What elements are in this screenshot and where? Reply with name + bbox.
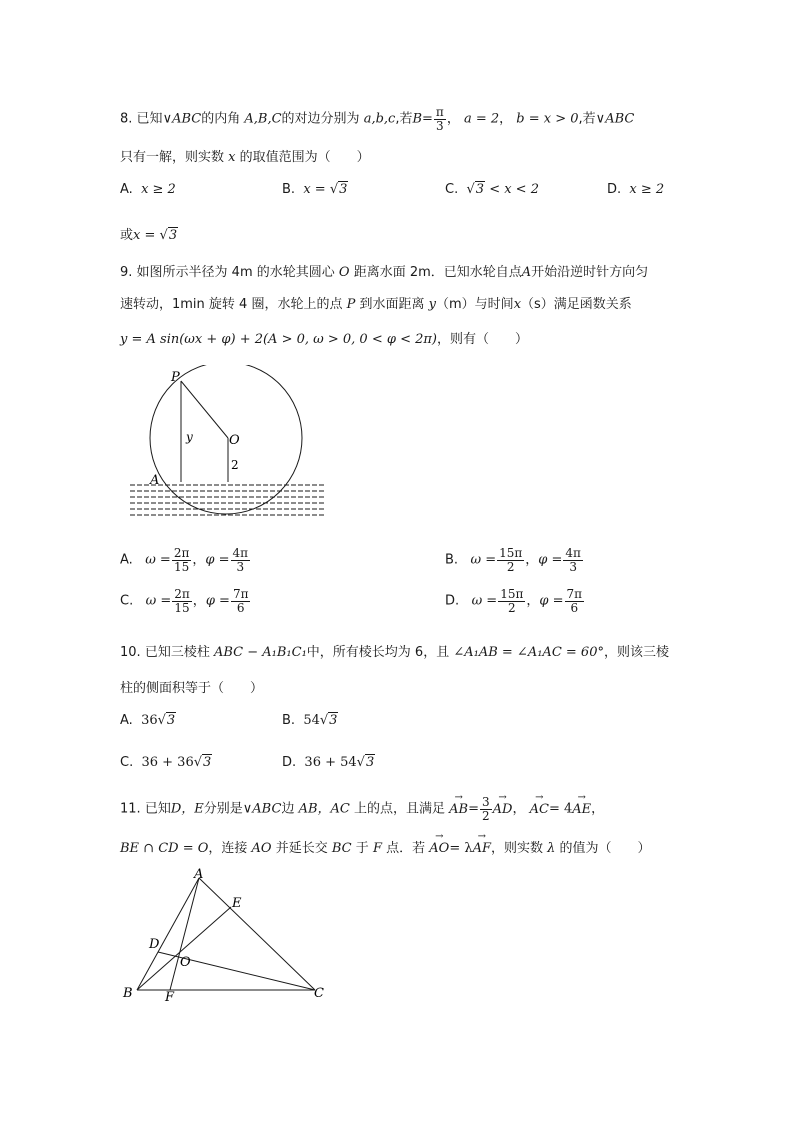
q10-option-d[interactable]: D. 36 + 54√3 [282, 755, 375, 770]
q9-option-c[interactable]: C. ω = $\frac{2\pi}{15}$ ，φ = $\frac{7\pi}{6}$ [120, 587, 249, 615]
label-o: O [180, 955, 191, 970]
label-a: A [194, 868, 204, 882]
q8-option-c[interactable]: C. √3 < x < 2 [445, 182, 539, 197]
label-y: y [186, 430, 193, 444]
q8-option-d-continued: 或x = √3 [120, 228, 178, 243]
q9-line3: y = A sin(ωx + φ) + 2(A > 0, ω > 0, 0 < φ < 2π)，则有（ ） [120, 332, 529, 347]
q9-line1: 9. 如图所示半径为 4m 的水轮其圆心 O 距离水面 2m．已知水轮自点A开始沿逆时针方向匀 [120, 265, 649, 280]
q8-line2: 只有一解，则实数 x 的取值范围为（ ） [120, 150, 370, 165]
q9-option-d[interactable]: D. ω = $\frac{15\pi}{2}$ ，φ = $\frac{7\pi}{6}$ [445, 587, 583, 615]
side-ab [137, 878, 199, 990]
wheel-circle [150, 365, 302, 514]
q10-number: 10. [120, 645, 141, 660]
label-c: C [314, 986, 324, 1001]
q9-line2: 速转动，1min 旋转 4 圈，水轮上的点 P 到水面距离 y（m）与时间x（s）满足函数关系 [120, 297, 632, 312]
q9-waterwheel-diagram [125, 365, 335, 525]
q10-line2: 柱的侧面积等于（ ） [120, 681, 264, 696]
q8-option-a[interactable]: A. x ≥ 2 [120, 182, 176, 197]
q11-number: 11. [120, 801, 141, 817]
q9-formula: y = A sin(ωx + φ) + 2(A > 0, ω > 0, 0 < φ < 2π) [120, 332, 438, 347]
q11-line1: 11. 已知D，E分别是∨ABC边 AB，AC 上的点，且满足 → AB= $\frac{3}{2}$ → AD， → AC= 4→ AE， [120, 796, 604, 822]
q8-option-d[interactable]: D. x ≥ 2 [607, 182, 665, 197]
q8-pi-over-3: $\frac{\pi}{3}$ [435, 105, 444, 133]
label-b: B [123, 986, 133, 1001]
q8-line1: 8. 已知∨ABC的内角 A,B,C的对边分别为 a,b,c,若B= $\frac{\pi}{3}$ ， a = 2， b = x > 0,若∨ABC [120, 105, 635, 133]
label-f: F [165, 990, 175, 1003]
water-surface [130, 485, 325, 515]
q10-option-b[interactable]: B. 54√3 [282, 713, 338, 728]
q10-line1: 10. 已知三棱柱 ABC − A₁B₁C₁中，所有棱长均为 6，且 ∠A₁AB = ∠A₁AC = 60°，则该三棱 [120, 645, 669, 660]
side-ac [199, 878, 315, 990]
q10-option-a[interactable]: A. 36√3 [120, 713, 176, 728]
q8-option-b[interactable]: B. x = √3 [282, 182, 348, 197]
label-e: E [232, 896, 242, 911]
label-2: 2 [231, 458, 239, 472]
label-a: A [150, 473, 160, 488]
q10-option-c[interactable]: C. 36 + 36√3 [120, 755, 212, 770]
q11-triangle-diagram [118, 868, 338, 1003]
q11-line2: BE ∩ CD = O，连接 AO 并延长交 BC 于 F 点．若 → AO= λ→ AF，则实数 λ 的值为（ ） [120, 837, 651, 856]
segment-af [170, 878, 199, 990]
q9-option-a[interactable]: A. ω = $\frac{2\pi}{15}$ ，φ = $\frac{4\pi}{3}$ [120, 546, 249, 574]
q9-option-b[interactable]: B. ω = $\frac{15\pi}{2}$ ，φ = $\frac{4\pi}{3}$ [445, 546, 581, 574]
q9-number: 9. [120, 265, 133, 280]
label-o: O [229, 433, 240, 448]
label-p: P [171, 370, 180, 385]
q8-number: 8. [120, 111, 133, 127]
label-d: D [149, 937, 160, 952]
